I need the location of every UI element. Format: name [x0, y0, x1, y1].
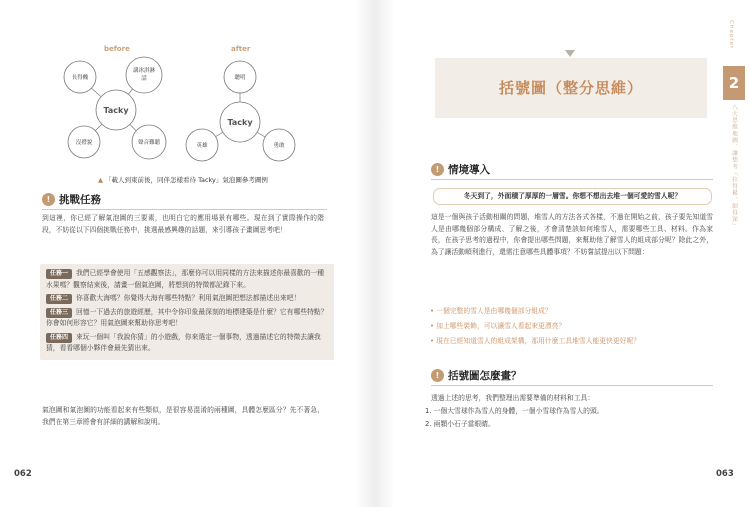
after-center-text: Tacky [227, 118, 253, 127]
question-bullet: • 一個完整的雪人是由哪幾個部分組成？ [430, 304, 720, 319]
situation-heading [431, 162, 490, 177]
chapter-number-tab: 2 [723, 66, 745, 100]
task-item [46, 268, 328, 291]
chapter-vertical-title: 八大思維地圖，讓想考「拉得鬆，細得深」 [731, 104, 737, 230]
bubble-map-illustrations [0, 0, 375, 180]
banner-triangle-icon [565, 50, 575, 57]
page-number-right: 063 [716, 469, 734, 479]
before-node-text: 講冰淇淋 [132, 68, 156, 74]
task-tag: 任務二 [46, 294, 72, 304]
diagram-after-label: after [231, 45, 251, 53]
lightbulb-icon: ! [42, 193, 55, 206]
before-node-text: 話 [141, 76, 147, 82]
how-to-heading [431, 368, 522, 383]
banner-title: 括號圖（整分思維） [498, 79, 643, 97]
situation-title: 情境導入 [448, 164, 490, 176]
challenge-outro: 氣泡圖和氣泡圖的功能看起來有些類似，是很容易混淆的兩種圖，具體怎麼區分？先不著急，我們在第三章將會有詳細的講解和說明。 [42, 406, 324, 426]
after-node-text: 聰明 [234, 75, 246, 81]
task-tag: 任務一 [46, 269, 72, 279]
before-node-text: 沒禮貌 [75, 140, 93, 146]
caption-text: 「載人到東前後，同伴怎樣看待 Tacky」氣泡圖參考圖例 [105, 176, 268, 184]
before-node-text: 長得醜 [71, 75, 89, 81]
lightbulb-icon: ! [431, 369, 444, 382]
task-tag: 任務四 [46, 333, 72, 343]
bubble-map-after [186, 61, 295, 161]
how-to-item: 2. 兩顆小石子當眼睛。 [425, 420, 495, 428]
question-bullet-list [430, 304, 720, 349]
challenge-heading [42, 192, 101, 207]
bubble-map-before [64, 57, 166, 159]
before-node-bubble [126, 57, 162, 93]
task-text: 我們已經學會使用「五感觀察法」，那麼你可以用同樣的方法來描述你最喜歡的一種水果嗎？觀察結束後，請畫一個氣泡圖，將想到的特徵都記錄下來。 [46, 269, 325, 289]
situation-body: 這是一個與孩子活動相關的問題，堆雪人的方法各式各樣，不過在開始之前，孩子要先知道雪人是由哪幾個部分構成、了解之後，才會清楚該如何堆雪人，需要哪些工具、材料。作為家長，在孩子思考的過程中，你會提出哪些問題，來幫助他了解雪人的組成部分呢？除此之外，為了讓活動順利進行，還需注意哪些具體事項？不妨嘗試提出以下問題： [431, 213, 713, 256]
how-to-body: 透過上述的思考，我們整理出需要準備的材料和工具： [431, 394, 595, 402]
page-number-left: 062 [14, 469, 32, 479]
section-divider [431, 385, 713, 386]
task-item [46, 332, 328, 355]
chapter-banner [435, 58, 707, 118]
question-box: 冬天到了，外面積了厚厚的一層雪。你想不想出去堆一個可愛的雪人呢？ [433, 188, 712, 205]
challenge-intro: 到這裡，你已經了解氣泡圖的三要素，也明白它的應用場景有哪些。現在到了實際操作的階段，不妨從以下四個挑戰任務中，挑選最感興趣的話題，來引導孩子畫圖思考吧！ [42, 214, 324, 234]
task-item [46, 307, 328, 330]
diagram-before-label: before [104, 45, 130, 53]
task-list [40, 264, 334, 360]
book-gutter-right [375, 0, 395, 507]
after-node-text: 英雄 [196, 143, 208, 149]
question-bullet: • 現在已經知道雪人的組成架構，那用什麼工具堆雪人能更快更好呢？ [430, 334, 720, 349]
question-bullet: • 加上哪些裝飾，可以讓雪人看起來更漂亮？ [430, 319, 720, 334]
figure-caption [98, 175, 268, 184]
before-node-text: 聲音難聽 [137, 140, 161, 146]
section-divider [431, 179, 713, 180]
caption-triangle-icon: ▲ [98, 176, 103, 184]
task-item [46, 293, 328, 305]
how-to-title: 括號圖怎麼畫？ [448, 370, 522, 382]
task-text: 來玩一個叫「我說你猜」的小遊戲，你來選定一個事物，透過描述它的特徵去讓我猜，看看哪個小夥伴會最先猜出來。 [46, 332, 321, 352]
task-tag: 任務三 [46, 308, 72, 318]
how-to-item: 1. 一個大雪球作為雪人的身體，一個小雪球作為雪人的頭。 [425, 407, 604, 415]
challenge-title: 挑戰任務 [59, 194, 101, 206]
chapter-label: Chapter [728, 20, 734, 50]
section-divider [42, 209, 327, 210]
task-text: 回憶一下過去的旅遊經歷，其中令你印象最深刻的地標建築是什麼？它有哪些特點？你會如何形容它？用氣泡圖來幫助你思考吧！ [46, 307, 328, 327]
before-center-text: Tacky [103, 106, 129, 115]
lightbulb-icon: ! [431, 163, 444, 176]
task-text: 你喜歡大海嗎？你覺得大海有哪些特點？利用氣泡圖把想法都描述出來吧！ [76, 294, 301, 302]
after-node-text: 勇敢 [273, 143, 285, 149]
